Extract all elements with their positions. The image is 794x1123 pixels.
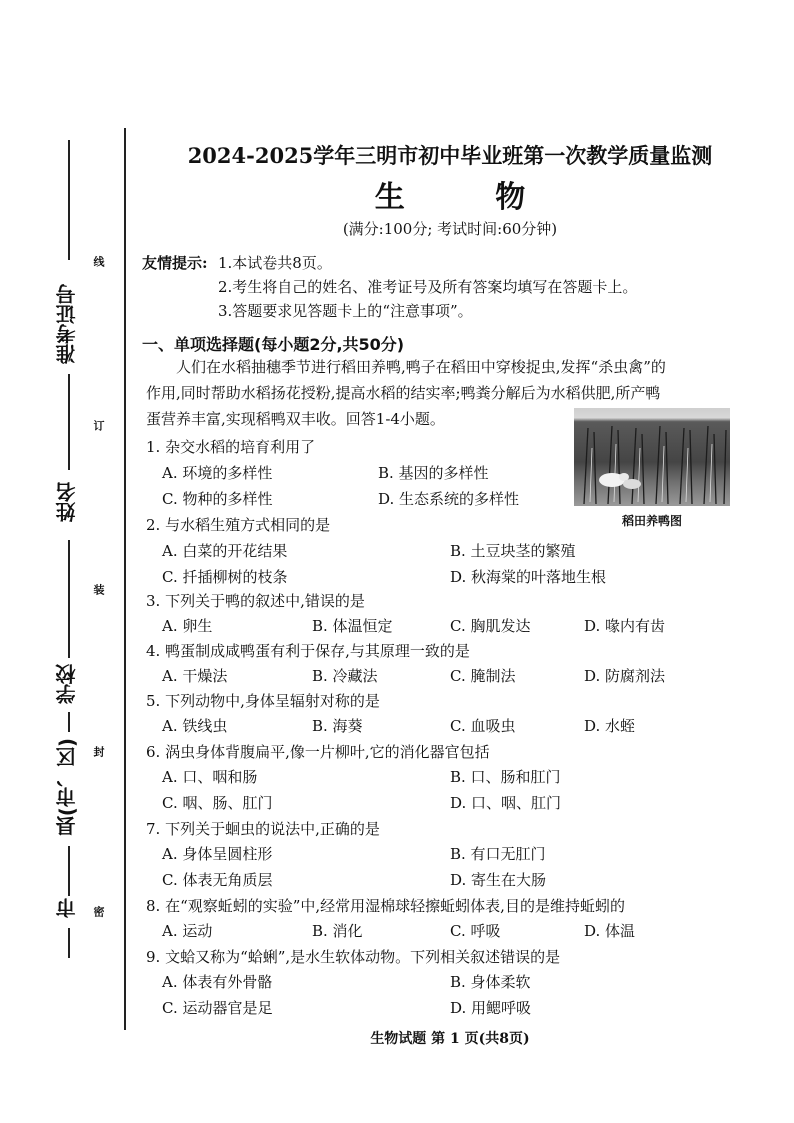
city-label: 市 bbox=[55, 898, 79, 918]
question-stem: 5. 下列动物中,身体呈辐射对称的是 bbox=[146, 692, 380, 710]
question-option: C. 运动器官是足 bbox=[162, 999, 273, 1017]
exam-no-label: 准考证号 bbox=[55, 284, 79, 364]
question-option: C. 腌制法 bbox=[450, 667, 516, 685]
question-option: C. 呼吸 bbox=[450, 922, 501, 940]
question-option: D. 体温 bbox=[584, 922, 636, 940]
page-footer: 生物试题 第 1 页(共8页) bbox=[370, 1031, 530, 1047]
school-label: 学校 bbox=[55, 664, 79, 704]
county-label: 县(市、区) bbox=[55, 738, 79, 837]
question-stem: 3. 下列关于鸭的叙述中,错误的是 bbox=[146, 592, 365, 610]
rice-field-illustration bbox=[574, 408, 730, 506]
name-underline bbox=[68, 374, 70, 470]
school-underline bbox=[68, 540, 70, 658]
question-stem: 9. 文蛤又称为“蛤蜊”,是水生软体动物。下列相关叙述错误的是 bbox=[146, 948, 561, 966]
question-option: B. 有口无肛门 bbox=[450, 845, 546, 863]
question-option: B. 身体柔软 bbox=[450, 973, 531, 991]
question-stem: 4. 鸭蛋制成咸鸭蛋有利于保存,与其原理一致的是 bbox=[146, 642, 470, 660]
question-stem: 1. 杂交水稻的培育利用了 bbox=[146, 438, 316, 456]
passage-line: 人们在水稻抽穗季节进行稻田养鸭,鸭子在稻田中穿梭捉虫,发挥“杀虫禽”的 bbox=[176, 358, 666, 376]
question-option: B. 口、肠和肛门 bbox=[450, 768, 561, 786]
question-option: B. 消化 bbox=[312, 922, 363, 940]
question-option: C. 血吸虫 bbox=[450, 717, 516, 735]
question-option: B. 基因的多样性 bbox=[378, 464, 489, 482]
county-underline bbox=[68, 712, 70, 732]
seal-char: 封 bbox=[92, 746, 105, 757]
tips-label: 友情提示: bbox=[142, 254, 208, 272]
question-option: A. 体表有外骨骼 bbox=[162, 973, 273, 991]
question-option: A. 干燥法 bbox=[162, 667, 228, 685]
binding-line bbox=[124, 128, 126, 1030]
exam-no-underline bbox=[68, 140, 70, 260]
question-option: A. 铁线虫 bbox=[162, 717, 228, 735]
question-stem: 8. 在“观察蚯蚓的实验”中,经常用湿棉球轻擦蚯蚓体表,目的是维持蚯蚓的 bbox=[146, 897, 625, 915]
question-stem: 6. 涡虫身体背腹扁平,像一片柳叶,它的消化器官包括 bbox=[146, 743, 490, 761]
passage-line: 作用,同时帮助水稻扬花授粉,提高水稻的结实率;鸭粪分解后为水稻供肥,所产鸭 bbox=[146, 384, 661, 402]
seal-char: 线 bbox=[92, 256, 105, 267]
question-option: D. 防腐剂法 bbox=[584, 667, 666, 685]
seal-char: 订 bbox=[92, 420, 105, 431]
exam-title: 2024-2025学年三明市初中毕业班第一次教学质量监测 bbox=[187, 143, 713, 168]
question-option: C. 咽、肠、肛门 bbox=[162, 794, 273, 812]
photo-caption: 稻田养鸭图 bbox=[621, 514, 682, 528]
question-option: B. 冷藏法 bbox=[312, 667, 378, 685]
question-option: C. 胸肌发达 bbox=[450, 617, 531, 635]
question-option: D. 口、咽、肛门 bbox=[450, 794, 562, 812]
question-option: D. 生态系统的多样性 bbox=[378, 490, 520, 508]
seal-char: 装 bbox=[92, 584, 105, 595]
question-option: A. 卵生 bbox=[162, 617, 213, 635]
question-option: C. 体表无角质层 bbox=[162, 871, 273, 889]
city-underline bbox=[68, 846, 70, 896]
question-option: C. 扦插柳树的枝条 bbox=[162, 568, 288, 586]
passage-line: 蛋营养丰富,实现稻鸭双丰收。回答1-4小题。 bbox=[146, 410, 445, 428]
tip-item: 3.答题要求见答题卡上的“注意事项”。 bbox=[218, 302, 473, 320]
question-option: B. 土豆块茎的繁殖 bbox=[450, 542, 576, 560]
question-option: A. 环境的多样性 bbox=[162, 464, 273, 482]
question-option: D. 寄生在大肠 bbox=[450, 871, 547, 889]
question-stem: 7. 下列关于蛔虫的说法中,正确的是 bbox=[146, 820, 380, 838]
city-underline-2 bbox=[68, 928, 70, 958]
rice-duck-photo bbox=[574, 408, 730, 506]
name-label: 姓名 bbox=[55, 482, 79, 522]
question-option: D. 水蛭 bbox=[584, 717, 636, 735]
question-option: D. 喙内有齿 bbox=[584, 617, 666, 635]
question-option: A. 白菜的开花结果 bbox=[162, 542, 288, 560]
question-stem: 2. 与水稻生殖方式相同的是 bbox=[146, 516, 331, 534]
question-option: A. 身体呈圆柱形 bbox=[162, 845, 273, 863]
question-option: B. 体温恒定 bbox=[312, 617, 393, 635]
question-option: B. 海葵 bbox=[312, 717, 363, 735]
tip-item: 2.考生将自己的姓名、准考证号及所有答案均填写在答题卡上。 bbox=[218, 278, 638, 296]
exam-meta: (满分:100分; 考试时间:60分钟) bbox=[342, 220, 558, 238]
section-heading: 一、单项选择题(每小题2分,共50分) bbox=[142, 335, 405, 354]
question-option: C. 物种的多样性 bbox=[162, 490, 273, 508]
tip-item: 1.本试卷共8页。 bbox=[218, 254, 332, 272]
question-option: A. 口、咽和肠 bbox=[162, 768, 258, 786]
question-option: D. 用鳃呼吸 bbox=[450, 999, 532, 1017]
question-option: D. 秋海棠的叶落地生根 bbox=[450, 568, 607, 586]
seal-char: 密 bbox=[92, 906, 105, 917]
question-option: A. 运动 bbox=[162, 922, 213, 940]
subject-title: 生 物 bbox=[374, 180, 566, 215]
